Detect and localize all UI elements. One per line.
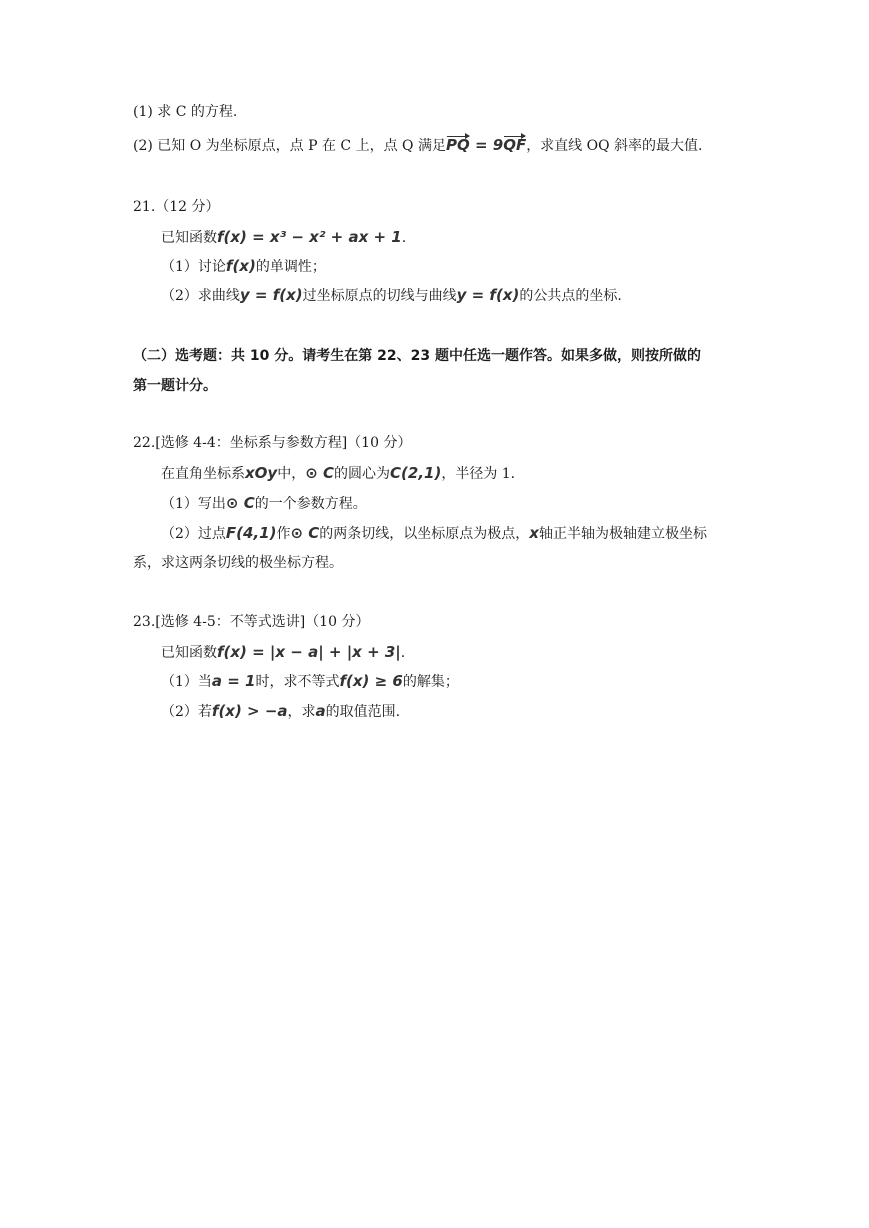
q23-part1-text-2: 时，求不等式 bbox=[255, 674, 340, 690]
q21-part1-text-end: 的单调性； bbox=[255, 259, 326, 275]
q23-part2-text: （2）若 bbox=[161, 704, 212, 720]
vector-qf: QF bbox=[503, 136, 527, 154]
q21-curve-math: y = f(x) bbox=[239, 286, 303, 304]
q22-coordinate-system: xOy bbox=[245, 464, 278, 482]
q22-part2-text-line2: 系，求这两条切线的极坐标方程。 bbox=[133, 555, 343, 571]
q20-part1 bbox=[133, 102, 237, 122]
q23-intro-period: . bbox=[400, 645, 406, 661]
q22-part1-circle-symbol: ⊙ C bbox=[225, 494, 255, 512]
q23-heading-text: 23.[选修 4-5：不等式选讲]（10 分） bbox=[133, 614, 370, 630]
q23-part1-text: （1）当 bbox=[161, 674, 212, 690]
vector-pq: PQ bbox=[445, 136, 470, 154]
q22-part1-text: （1）写出 bbox=[161, 496, 226, 512]
q20-part1-text: (1) 求 C 的方程. bbox=[133, 104, 238, 120]
elective-instruction-text-2: 第一题计分。 bbox=[133, 378, 217, 394]
q23-part2 bbox=[161, 701, 400, 722]
q22-part2-text-4: 轴正半轴为极轴建立极坐标 bbox=[538, 526, 707, 542]
elective-instruction-text: （二）选考题：共 10 分。请考生在第 22、23 题中任选一题作答。如果多做，则按所做的 bbox=[133, 348, 701, 364]
q20-part2-text-end: ，求直线 OQ 斜率的最大值. bbox=[526, 138, 703, 154]
q21-function-formula: f(x) = x³ − x² + ax + 1 bbox=[217, 228, 402, 246]
q22-part2-text-3: 的两条切线，以坐标原点为极点， bbox=[319, 526, 530, 542]
q22-point-f: F(4,1) bbox=[225, 524, 277, 542]
q22-heading-text: 22.[选修 4-4：坐标系与参数方程]（10 分） bbox=[133, 435, 412, 451]
q21-part2-text: （2）求曲线 bbox=[161, 288, 240, 304]
q22-intro-text: 在直角坐标系 bbox=[161, 466, 245, 482]
q20-part2-text: (2) 已知 O 为坐标原点，点 P 在 C 上，点 Q 满足 bbox=[133, 138, 446, 154]
q22-intro bbox=[161, 463, 515, 484]
q22-x-axis-symbol: x bbox=[529, 524, 539, 542]
q23-part2-text-2: ，求 bbox=[287, 704, 316, 720]
q20-part2 bbox=[133, 135, 703, 156]
q21-part1 bbox=[161, 256, 326, 277]
q22-intro-text-4: ，半径为 1. bbox=[441, 466, 516, 482]
q22-part1 bbox=[161, 493, 367, 514]
elective-instruction-line2 bbox=[133, 376, 217, 396]
q22-part2-line2 bbox=[133, 553, 343, 573]
elective-instruction-line1 bbox=[133, 346, 701, 366]
q21-curve-math-2: y = f(x) bbox=[456, 286, 520, 304]
q23-part1-text-end: 的解集； bbox=[402, 674, 459, 690]
q23-part1 bbox=[161, 671, 459, 692]
q22-part1-text-end: 的一个参数方程。 bbox=[254, 496, 367, 512]
q23-a-value: a = 1 bbox=[211, 672, 256, 690]
q21-part2-text-mid: 过坐标原点的切线与曲线 bbox=[302, 288, 457, 304]
q23-inequality: f(x) ≥ 6 bbox=[339, 672, 403, 690]
q22-heading bbox=[133, 433, 411, 453]
q23-function-formula: f(x) = |x − a| + |x + 3| bbox=[217, 643, 401, 661]
q21-heading-text: 21.（12 分） bbox=[133, 199, 220, 215]
q22-intro-text-3: 的圆心为 bbox=[334, 466, 391, 482]
q21-intro-text: 已知函数 bbox=[161, 230, 217, 246]
q23-heading bbox=[133, 612, 369, 632]
q23-intro bbox=[161, 642, 405, 663]
q21-part1-math: f(x) bbox=[225, 257, 256, 275]
q22-center-point: C(2,1) bbox=[390, 464, 442, 482]
q23-a-symbol: a bbox=[315, 702, 326, 720]
q21-part2-text-end: 的公共点的坐标. bbox=[519, 288, 622, 304]
q22-part2-text-2: 作 bbox=[276, 526, 291, 542]
q23-part2-text-end: 的取值范围. bbox=[325, 704, 401, 720]
q22-part2 bbox=[161, 523, 707, 544]
q23-intro-text: 已知函数 bbox=[161, 645, 217, 661]
q22-part2-text: （2）过点 bbox=[161, 526, 226, 542]
q22-intro-text-2: 中， bbox=[277, 466, 306, 482]
q22-circle-symbol: ⊙ C bbox=[305, 464, 335, 482]
q22-part2-circle-symbol: ⊙ C bbox=[290, 524, 320, 542]
q21-intro bbox=[161, 227, 406, 248]
q23-condition: f(x) > −a bbox=[211, 702, 288, 720]
q21-part1-text: （1）讨论 bbox=[161, 259, 226, 275]
q21-heading bbox=[133, 197, 220, 217]
q21-intro-period: . bbox=[401, 230, 407, 246]
q21-part2 bbox=[161, 285, 622, 306]
vector-equation-sign: = 9 bbox=[469, 136, 504, 154]
